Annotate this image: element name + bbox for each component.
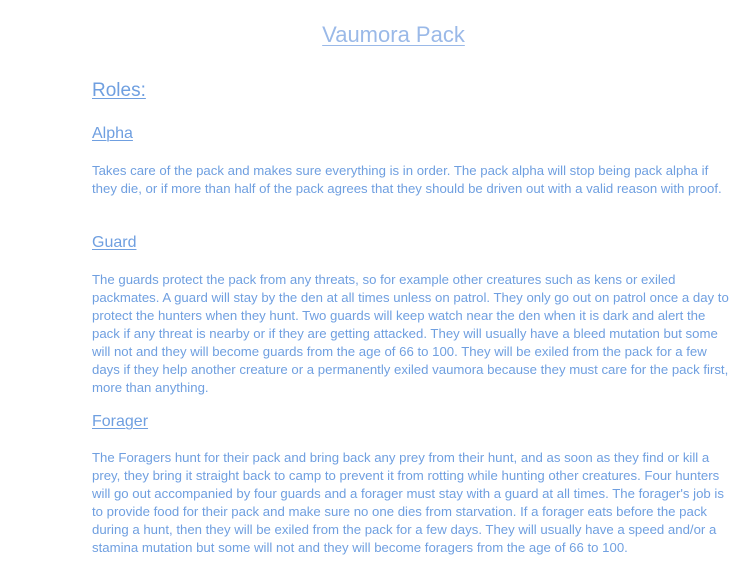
role-heading-forager: Forager	[92, 413, 149, 430]
role-description-forager: The Foragers hunt for their pack and bring back any prey from their hunt, and as soon as they find or kill a prey, they bring it straight back to camp to prevent it from rotting while hunting other creatures. Four hunters will go out accompanied by four guards and a forager must stay with a guard at all times. The forager's job is to provide food for their pack and make sure no one dies from starvation. If a forager eats before the pack during a hunt, then they will be exiled from the pack for a few days. They will usually have a speed and/or a stamina mutation but some will not and they will become foragers from the age of 66 to 100.	[92, 450, 724, 555]
role-heading-guard: Guard	[92, 234, 137, 251]
role-description-alpha: Takes care of the pack and makes sure everything is in order. The pack alpha will stop being pack alpha if they die, or if more than half of the pack agrees that they should be driven out with a valid reason with proof.	[92, 163, 722, 196]
role-heading-alpha: Alpha	[92, 125, 133, 142]
roles-heading: Roles:	[92, 80, 146, 101]
document-title: Vaumora Pack	[322, 22, 465, 47]
role-description-guard: The guards protect the pack from any threats, so for example other creatures such as kens or exiled packmates. A guard will stay by the den at all times unless on patrol. They only go out on patrol once a day to protect the hunters when they hunt. Two guards will keep watch near the den when it is dark and alert the pack if any threat is nearby or if they are getting attacked. They will usually have a bleed mutation but some will not and they will become guards from the age of 66 to 100. They will be exiled from the pack for a few days if they help another creature or a permanently exiled vaumora because they must care for the pack first, more than anything.	[92, 272, 729, 395]
